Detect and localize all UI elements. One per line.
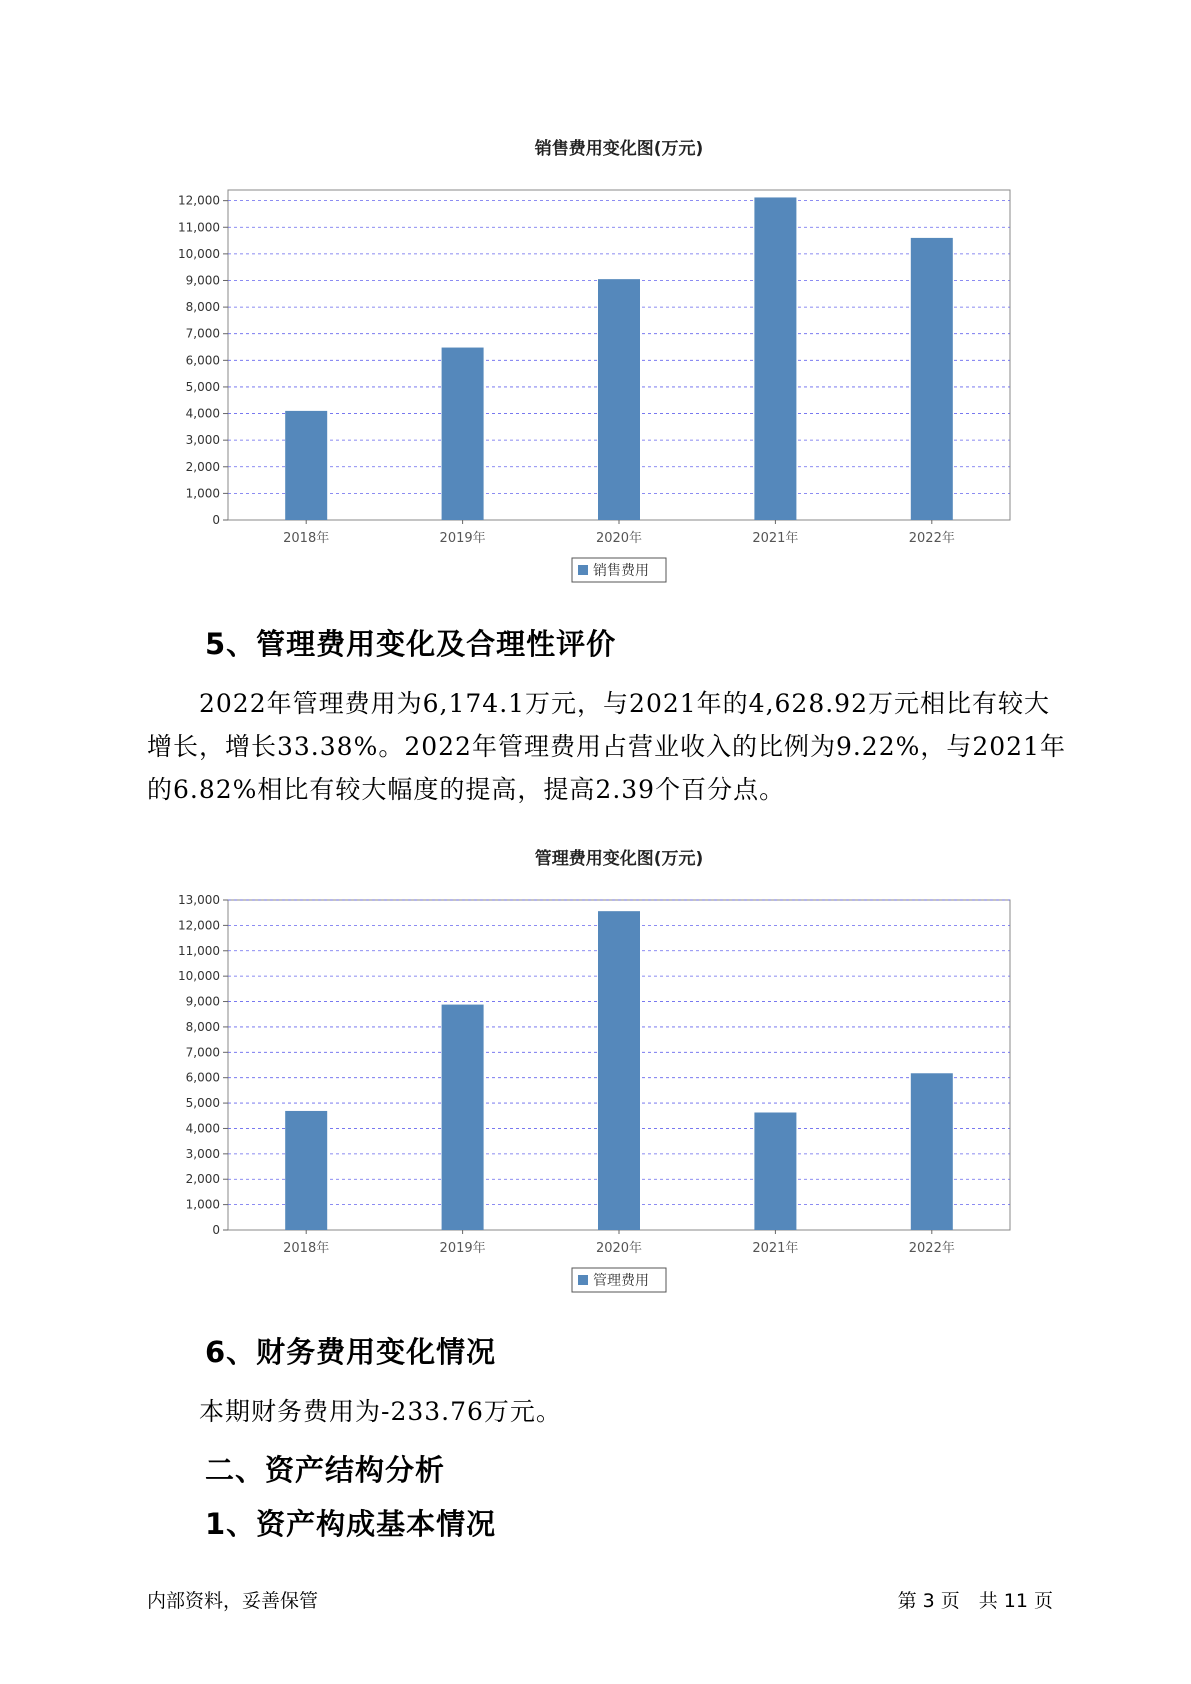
chart-title: 管理费用变化图(万元) <box>534 849 704 869</box>
y-tick-label: 10,000 <box>178 246 220 261</box>
x-tick-label: 2021年 <box>752 1241 799 1256</box>
bar <box>911 1073 953 1230</box>
section5-heading: 5、管理费用变化及合理性评价 <box>205 627 617 661</box>
y-tick-label: 1,000 <box>185 1197 220 1212</box>
y-tick-label: 8,000 <box>185 300 220 315</box>
bar <box>442 1005 484 1230</box>
y-tick-label: 7,000 <box>185 1045 220 1060</box>
section5-line-3: 的6.82%相比有较大幅度的提高，提高2.39个百分点。 <box>147 775 786 804</box>
section6-paragraph <box>147 1390 1067 1433</box>
x-tick-label: 2021年 <box>752 531 799 546</box>
x-tick-label: 2020年 <box>595 1241 643 1256</box>
section5-line-2: 增长，增长33.38%。2022年管理费用占营业收入的比例为9.22%，与2021年 <box>147 732 1066 761</box>
bar <box>598 279 640 520</box>
y-tick-label: 7,000 <box>185 326 220 341</box>
x-tick-label: 2022年 <box>908 1241 955 1256</box>
section-two-subheading: 1、资产构成基本情况 <box>205 1507 497 1541</box>
x-tick-label: 2019年 <box>439 1241 486 1256</box>
y-tick-label: 8,000 <box>185 1019 220 1034</box>
y-tick-label: 3,000 <box>185 433 220 448</box>
legend-label: 管理费用 <box>593 1273 649 1289</box>
y-tick-label: 5,000 <box>185 1096 220 1111</box>
y-tick-label: 11,000 <box>178 943 220 958</box>
chart-title: 销售费用变化图(万元) <box>534 139 704 159</box>
management-expense-chart <box>160 838 1020 1298</box>
bar <box>285 1111 327 1230</box>
legend-swatch <box>578 1275 588 1285</box>
y-tick-label: 13,000 <box>178 893 220 907</box>
bar <box>911 238 953 520</box>
y-tick-label: 5,000 <box>185 379 220 394</box>
y-tick-label: 10,000 <box>178 969 220 984</box>
chart-svg <box>160 838 1020 1298</box>
legend-swatch <box>578 565 588 575</box>
x-tick-label: 2019年 <box>439 531 486 546</box>
y-tick-label: 2,000 <box>185 459 220 474</box>
footer-left: 内部资料，妥善保管 <box>147 1590 319 1612</box>
sales-expense-chart <box>160 128 1020 588</box>
section6-heading: 6、财务费用变化情况 <box>205 1335 497 1369</box>
y-tick-label: 4,000 <box>185 1121 220 1136</box>
bar <box>598 911 640 1230</box>
section-two-heading: 二、资产结构分析 <box>205 1453 446 1487</box>
y-tick-label: 4,000 <box>185 406 220 421</box>
y-tick-label: 12,000 <box>178 918 220 933</box>
bar <box>754 197 796 520</box>
y-tick-label: 11,000 <box>178 220 220 235</box>
y-tick-label: 0 <box>212 1223 220 1237</box>
section5-line-1: 2022年管理费用为6,174.1万元，与2021年的4,628.92万元相比有较大 <box>199 689 1050 718</box>
y-tick-label: 6,000 <box>185 1070 220 1085</box>
y-tick-label: 0 <box>212 513 220 527</box>
x-tick-label: 2018年 <box>283 531 330 546</box>
section6-text: 本期财务费用为-233.76万元。 <box>199 1397 562 1426</box>
y-tick-label: 1,000 <box>185 486 220 501</box>
y-tick-label: 6,000 <box>185 353 220 368</box>
y-tick-label: 9,000 <box>185 273 220 288</box>
y-tick-label: 3,000 <box>185 1146 220 1161</box>
bar <box>285 411 327 520</box>
x-tick-label: 2018年 <box>283 1241 330 1256</box>
bar <box>754 1112 796 1230</box>
y-tick-label: 2,000 <box>185 1172 220 1187</box>
x-tick-label: 2020年 <box>595 531 643 546</box>
legend-label: 销售费用 <box>593 563 649 579</box>
section5-paragraph <box>147 682 1067 811</box>
y-tick-label: 9,000 <box>185 994 220 1009</box>
y-tick-label: 12,000 <box>178 193 220 208</box>
footer-right: 第 3 页 共 11 页 <box>897 1590 1053 1612</box>
x-tick-label: 2022年 <box>908 531 955 546</box>
bar <box>442 348 484 520</box>
chart-svg <box>160 128 1020 588</box>
